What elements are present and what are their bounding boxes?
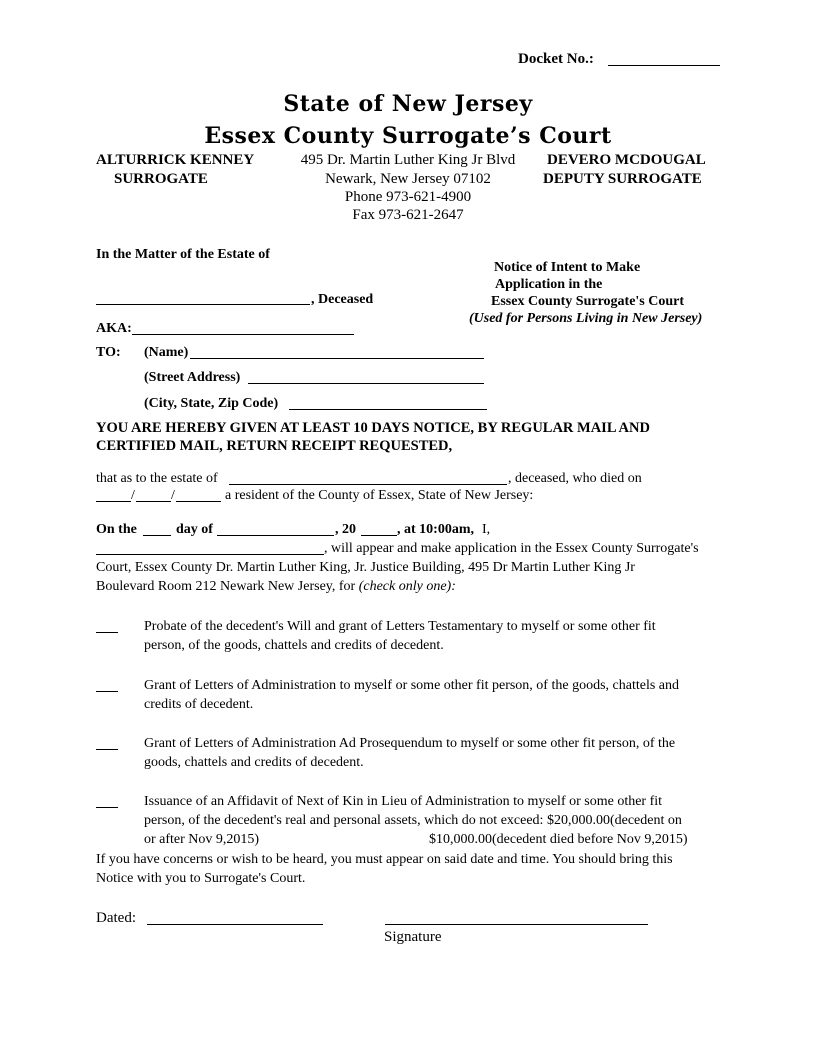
to-city-field[interactable] [289, 409, 487, 410]
aka-field[interactable] [132, 334, 354, 335]
aka-label: AKA: [96, 321, 132, 336]
death-day-field[interactable] [136, 501, 171, 502]
death-month-field[interactable] [96, 501, 131, 502]
to-name-field[interactable] [190, 358, 484, 359]
death-year-field[interactable] [176, 501, 221, 502]
option-probate-line1: Probate of the decedent's Will and grant of Letters Testamentary to myself or some other fit [144, 619, 656, 634]
estate-prefix: that as to the estate of [96, 471, 218, 486]
applicant-name-field[interactable] [96, 554, 324, 555]
decedent-name-field[interactable] [96, 304, 310, 305]
concerns-line2: Notice with you to Surrogate's Court. [96, 871, 306, 886]
to-name-label: (Name) [144, 345, 189, 360]
deputy-surrogate-title: DEPUTY SURROGATE [543, 171, 702, 187]
option-affidavit-line3a: or after Nov 9,2015) [144, 832, 260, 847]
concerns-line1: If you have concerns or wish to be heard, you must appear on said date and time. You should bring this [96, 852, 673, 867]
hearing-day-field[interactable] [143, 535, 171, 536]
option-ad-prosequendum-line2: goods, chattels and credits of decedent. [144, 755, 364, 770]
notice-title-line2: Application in the [495, 277, 603, 292]
hearing-on-the: On the [96, 522, 137, 537]
dated-label: Dated: [96, 910, 136, 926]
to-street-field[interactable] [248, 383, 484, 384]
court-address-line2: Newark, New Jersey 07102 [325, 171, 491, 187]
surrogate-title: SURROGATE [114, 171, 208, 187]
signature-label: Signature [384, 929, 442, 945]
option-probate-checkbox[interactable] [96, 632, 118, 633]
notice-given-line2: CERTIFIED MAIL, RETURN RECEIPT REQUESTED, [96, 438, 453, 454]
to-city-label: (City, State, Zip Code) [144, 396, 279, 411]
hearing-year-field[interactable] [361, 535, 397, 536]
surrogate-name: ALTURRICK KENNEY [96, 152, 255, 168]
resident-text: a resident of the County of Essex, State of New Jersey: [225, 488, 534, 503]
notice-title-line4: (Used for Persons Living in New Jersey) [469, 311, 703, 326]
check-one-note: (check only one): [358, 579, 456, 594]
option-ad-prosequendum-checkbox[interactable] [96, 749, 118, 750]
option-affidavit-checkbox[interactable] [96, 807, 118, 808]
hearing-location-text: Boulevard Room 212 Newark New Jersey, for [96, 579, 356, 594]
dated-field[interactable] [147, 924, 323, 925]
signature-field[interactable] [385, 924, 648, 925]
option-administration-line2: credits of decedent. [144, 697, 254, 712]
notice-title-line3: Essex County Surrogate's Court [491, 294, 685, 309]
hearing-appear-text: , will appear and make application in the Essex County Surrogate's [324, 541, 699, 556]
date-slash: / [131, 488, 135, 503]
deputy-surrogate-name: DEVERO MCDOUGAL [547, 152, 706, 168]
option-probate-line2: person, of the goods, chattels and credits of decedent. [144, 638, 444, 653]
to-street-label: (Street Address) [144, 370, 241, 385]
to-label: TO: [96, 345, 121, 360]
hearing-month-field[interactable] [217, 535, 334, 536]
docket-number-field[interactable] [608, 65, 720, 66]
court-fax: Fax 973-621-2647 [352, 207, 464, 223]
docket-label: Docket No.: [518, 51, 594, 67]
option-affidavit-line2: person, of the decedent's real and personal assets, which do not exceed: $20,000.00(decedent on [144, 813, 682, 828]
court-address-line1: 495 Dr. Martin Luther King Jr Blvd [300, 152, 516, 168]
matter-intro: In the Matter of the Estate of [96, 247, 270, 262]
hearing-year-prefix: , 20 [335, 522, 356, 537]
estate-name-field[interactable] [229, 484, 507, 485]
court-phone: Phone 973-621-4900 [344, 189, 472, 205]
option-affidavit-line3b: $10,000.00(decedent died before Nov 9,2015) [429, 832, 688, 847]
hearing-time: , at 10:00am, [397, 522, 474, 537]
date-slash: / [171, 488, 175, 503]
notice-title-line1: Notice of Intent to Make [494, 260, 641, 275]
hearing-day-of: day of [176, 522, 213, 537]
option-ad-prosequendum-line1: Grant of Letters of Administration Ad Prosequendum to myself or some other fit person, of the [144, 736, 676, 751]
deceased-label: , Deceased [311, 292, 374, 307]
court-title-county: Essex County Surrogate’s Court [204, 123, 612, 149]
option-administration-checkbox[interactable] [96, 691, 118, 692]
estate-suffix: , deceased, who died on [508, 471, 642, 486]
court-title-state: State of New Jersey [283, 91, 533, 117]
option-affidavit-line1: Issuance of an Affidavit of Next of Kin in Lieu of Administration to myself or some other fit [144, 794, 663, 809]
option-administration-line1: Grant of Letters of Administration to myself or some other fit person, of the goods, chattels and [144, 678, 679, 693]
hearing-i: I, [482, 522, 491, 537]
hearing-location-line3 [96, 578, 456, 596]
notice-given-line1: YOU ARE HEREBY GIVEN AT LEAST 10 DAYS NOTICE, BY REGULAR MAIL AND [96, 420, 650, 436]
hearing-location-line2: Court, Essex County Dr. Martin Luther King, Jr. Justice Building, 495 Dr Martin Luther King Jr [96, 560, 635, 575]
